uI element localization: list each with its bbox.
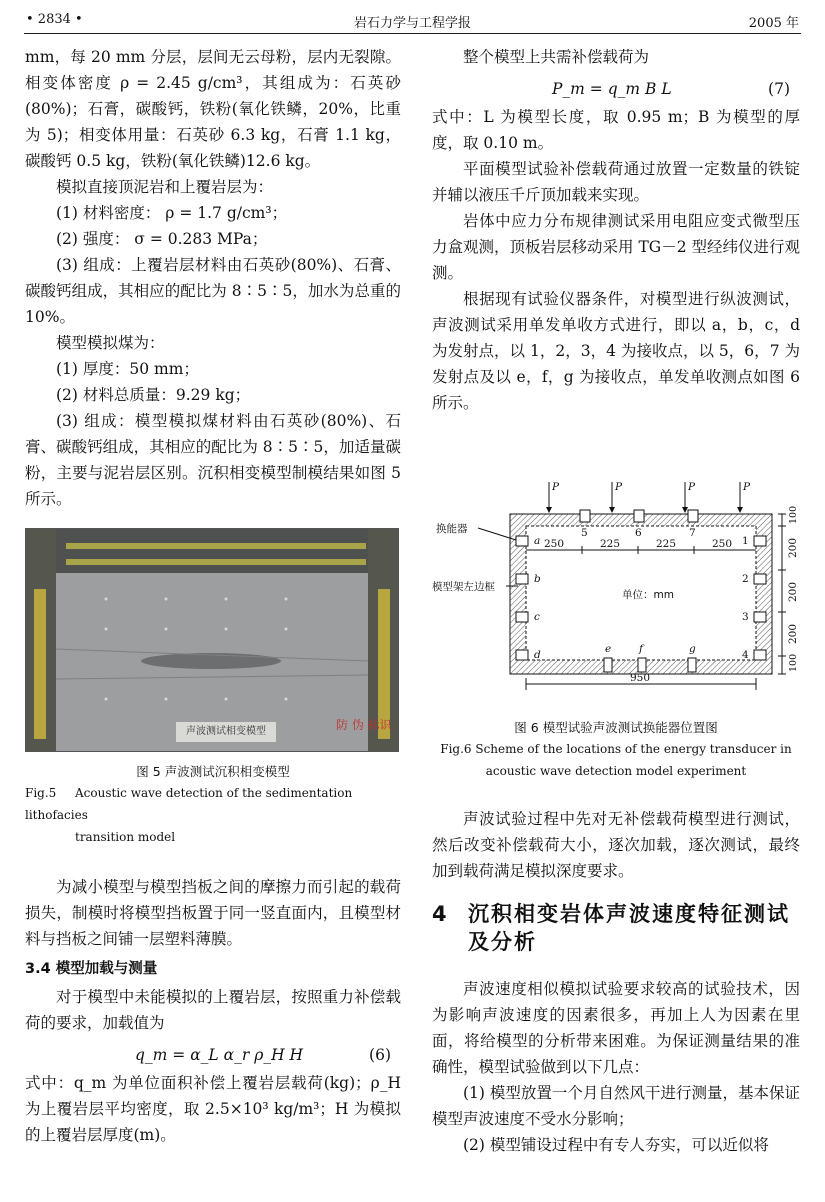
list-item: (1) 模型放置一个月自然风干进行测量，基本保证模型声波速度不受水分影响； xyxy=(432,1084,800,1128)
point-label: 3 xyxy=(742,611,749,623)
transducer-top xyxy=(580,510,590,522)
paragraph: 为减小模型与模型挡板之间的摩擦力而引起的载荷损失，制模时将模型挡板置于同一竖直面内，且模型材料与挡板之间铺一层塑料薄膜。 xyxy=(25,878,401,948)
point-label: b xyxy=(534,573,541,585)
equation-body: P_m = q_m B L xyxy=(552,80,672,98)
dimension-label: 100 xyxy=(788,505,799,524)
point-label: 4 xyxy=(742,649,749,661)
caption-line: acoustic wave detection model experiment xyxy=(485,764,747,778)
load-arrows xyxy=(549,482,740,512)
paragraph: 根据现有试验仪器条件，对模型进行纵波测试，声波测试采用单发单收方式进行，即以 a，b，c，d 为发射点，以 1，2，3，4 为接收点，以 5，6，7 为发射点及以 e，f，g 为接收点，单发单收测点如图 6 所示。 xyxy=(432,290,800,412)
dimension-label: 250 xyxy=(544,538,565,550)
point-label: 6 xyxy=(635,527,642,539)
subsection-heading: 3.4 模型加载与测量 xyxy=(25,961,158,977)
figure-5-photo xyxy=(25,528,399,752)
unit-label: 单位：mm xyxy=(622,589,674,601)
right-column xyxy=(432,44,800,1158)
section-4-heading xyxy=(432,900,800,956)
list-item: (3) 组成：模型模拟煤材料由石英砂(80%)、石膏、碳酸钙组成，其相应的配比为 8∶5∶5，加适量碳粉，主要与泥岩层区别。沉积相变模型制模结果如图 5 所示。 xyxy=(25,412,401,508)
equation-body: q_m = α_L α_r ρ_H H xyxy=(135,1046,304,1064)
load-label: P xyxy=(615,481,623,493)
point-label: 7 xyxy=(689,527,696,539)
dimension-label: 225 xyxy=(656,538,677,550)
dimension-label: 200 xyxy=(787,623,799,644)
list-item: (1) 厚度：50 mm； xyxy=(56,360,199,378)
point-label: a xyxy=(534,535,541,547)
paragraph: 平面模型试验补偿载荷通过放置一定数量的铁锭并辅以液压千斤顶加载来实现。 xyxy=(432,160,800,204)
transducer-callout: 换能器 xyxy=(436,523,468,535)
paragraph: 声波试验过程中先对无补偿载荷模型进行测试，然后改变补偿载荷大小，逐次加载，逐次测试，最终加到载荷满足模拟深度要求。 xyxy=(432,810,800,880)
frame-callout: 模型架左边框 xyxy=(432,581,495,593)
figure-6-caption-cn: 图 6 模型试验声波测试换能器位置图 xyxy=(514,720,718,735)
point-label: c xyxy=(534,611,540,623)
left-column xyxy=(25,44,401,1148)
section-number: 4 xyxy=(432,902,447,926)
header-rule xyxy=(24,33,801,34)
point-label: d xyxy=(534,649,541,661)
paragraph: mm，每 20 mm 分层，层间无云母粉，层内无裂隙。相变体密度 ρ = 2.45 g/cm³，其组成为：石英砂(80%)；石膏，碳酸钙，铁粉(氧化铁鳞，20%，比重为 5)；相变体用量：石英砂 6.3 kg，石膏 1.1 kg，碳酸钙 0.5 kg，铁粉(氧化铁鳞)12.6 kg。 xyxy=(25,48,401,170)
dimension-label: 225 xyxy=(600,538,621,550)
list-item: (1) 材料密度： ρ = 1.7 g/cm³； xyxy=(56,204,288,222)
dimension-label: 200 xyxy=(787,537,799,558)
journal-title: 岩石力学与工程学报 xyxy=(353,16,471,31)
point-label: e xyxy=(605,643,612,655)
point-label: 2 xyxy=(742,573,749,585)
paragraph: 对于模型中未能模拟的上覆岩层，按照重力补偿载荷的要求，加载值为 xyxy=(25,988,401,1032)
paragraph: 模型模拟煤为： xyxy=(56,334,165,352)
equation-6 xyxy=(25,1036,401,1070)
caption-line: Fig.6 Scheme of the locations of the energy transducer in xyxy=(440,742,792,756)
section-title: 沉积相变岩体声波速度特征测试及分析 xyxy=(468,902,790,954)
watermark-stamp: 防 伪 标识 xyxy=(336,718,392,732)
year: 2005 年 xyxy=(748,16,799,31)
transducer-scheme xyxy=(432,452,800,692)
load-label: P xyxy=(688,481,696,493)
point-label: 5 xyxy=(581,527,588,539)
page-number: • 2834 • xyxy=(26,12,83,27)
figure-6-caption-en xyxy=(432,738,800,782)
load-label: P xyxy=(552,481,560,493)
point-label: 1 xyxy=(742,535,749,547)
caption-line: Acoustic wave detection of the sedimentation lithofacies xyxy=(25,786,353,822)
list-item: (2) 材料总质量：9.29 kg； xyxy=(56,386,251,404)
dimension-label: 250 xyxy=(712,538,733,550)
paragraph: 模拟直接顶泥岩和上覆岩层为： xyxy=(56,178,274,196)
point-label: g xyxy=(689,643,696,655)
paragraph: 式中：q_m 为单位面积补偿上覆岩层载荷(kg)；ρ_H 为上覆岩层平均密度，取 2.5×10³ kg/m³；H 为模拟的上覆岩层厚度(m)。 xyxy=(25,1074,401,1144)
dimension-label: 950 xyxy=(630,672,651,684)
figure-5-caption-en xyxy=(25,782,401,848)
figure-label: Fig.5 xyxy=(25,786,57,800)
paragraph: 式中：L 为模型长度，取 0.95 m；B 为模型的厚度，取 0.10 m。 xyxy=(432,108,800,152)
paragraph: 岩体中应力分布规律测试采用电阻应变式微型压力盒观测，顶板岩层移动采用 TG－2 型经纬仪进行观测。 xyxy=(432,212,800,282)
point-label: f xyxy=(639,643,643,655)
dimension-label: 200 xyxy=(787,581,799,602)
load-label: P xyxy=(743,481,751,493)
list-item: (2) 强度： σ = 0.283 MPa； xyxy=(56,230,268,248)
list-item: (2) 模型铺设过程中有专人夯实，可以近似将 xyxy=(463,1136,769,1154)
page-header xyxy=(26,12,799,34)
paragraph: 声波速度相似模拟试验要求较高的试验技术，因为影响声波速度的因素很多，再加上人为因素在里面，将给模型的分析带来困难。为保证测量结果的准确性，模型试验做到以下几点： xyxy=(432,980,800,1076)
transducer-top xyxy=(634,510,644,522)
figure-5-caption-cn: 图 5 声波测试沉积相变模型 xyxy=(136,764,290,779)
right-dimension-line xyxy=(778,514,786,674)
figure-6-diagram xyxy=(432,452,800,712)
caption-line: transition model xyxy=(75,830,176,844)
equation-7 xyxy=(432,70,800,104)
list-item: (3) 组成：上覆岩层材料由石英砂(80%)、石膏、碳酸钙组成，其相应的配比为 8∶5∶5，加水为总重的 10%。 xyxy=(25,256,401,326)
equation-number: (6) xyxy=(369,1046,391,1064)
equation-number: (7) xyxy=(768,80,790,98)
paragraph: 整个模型上共需补偿载荷为 xyxy=(463,48,650,66)
dimension-label: 100 xyxy=(788,653,799,672)
model-label-tag: 声波测试相变模型 xyxy=(176,722,276,742)
transducer-top xyxy=(688,510,698,522)
